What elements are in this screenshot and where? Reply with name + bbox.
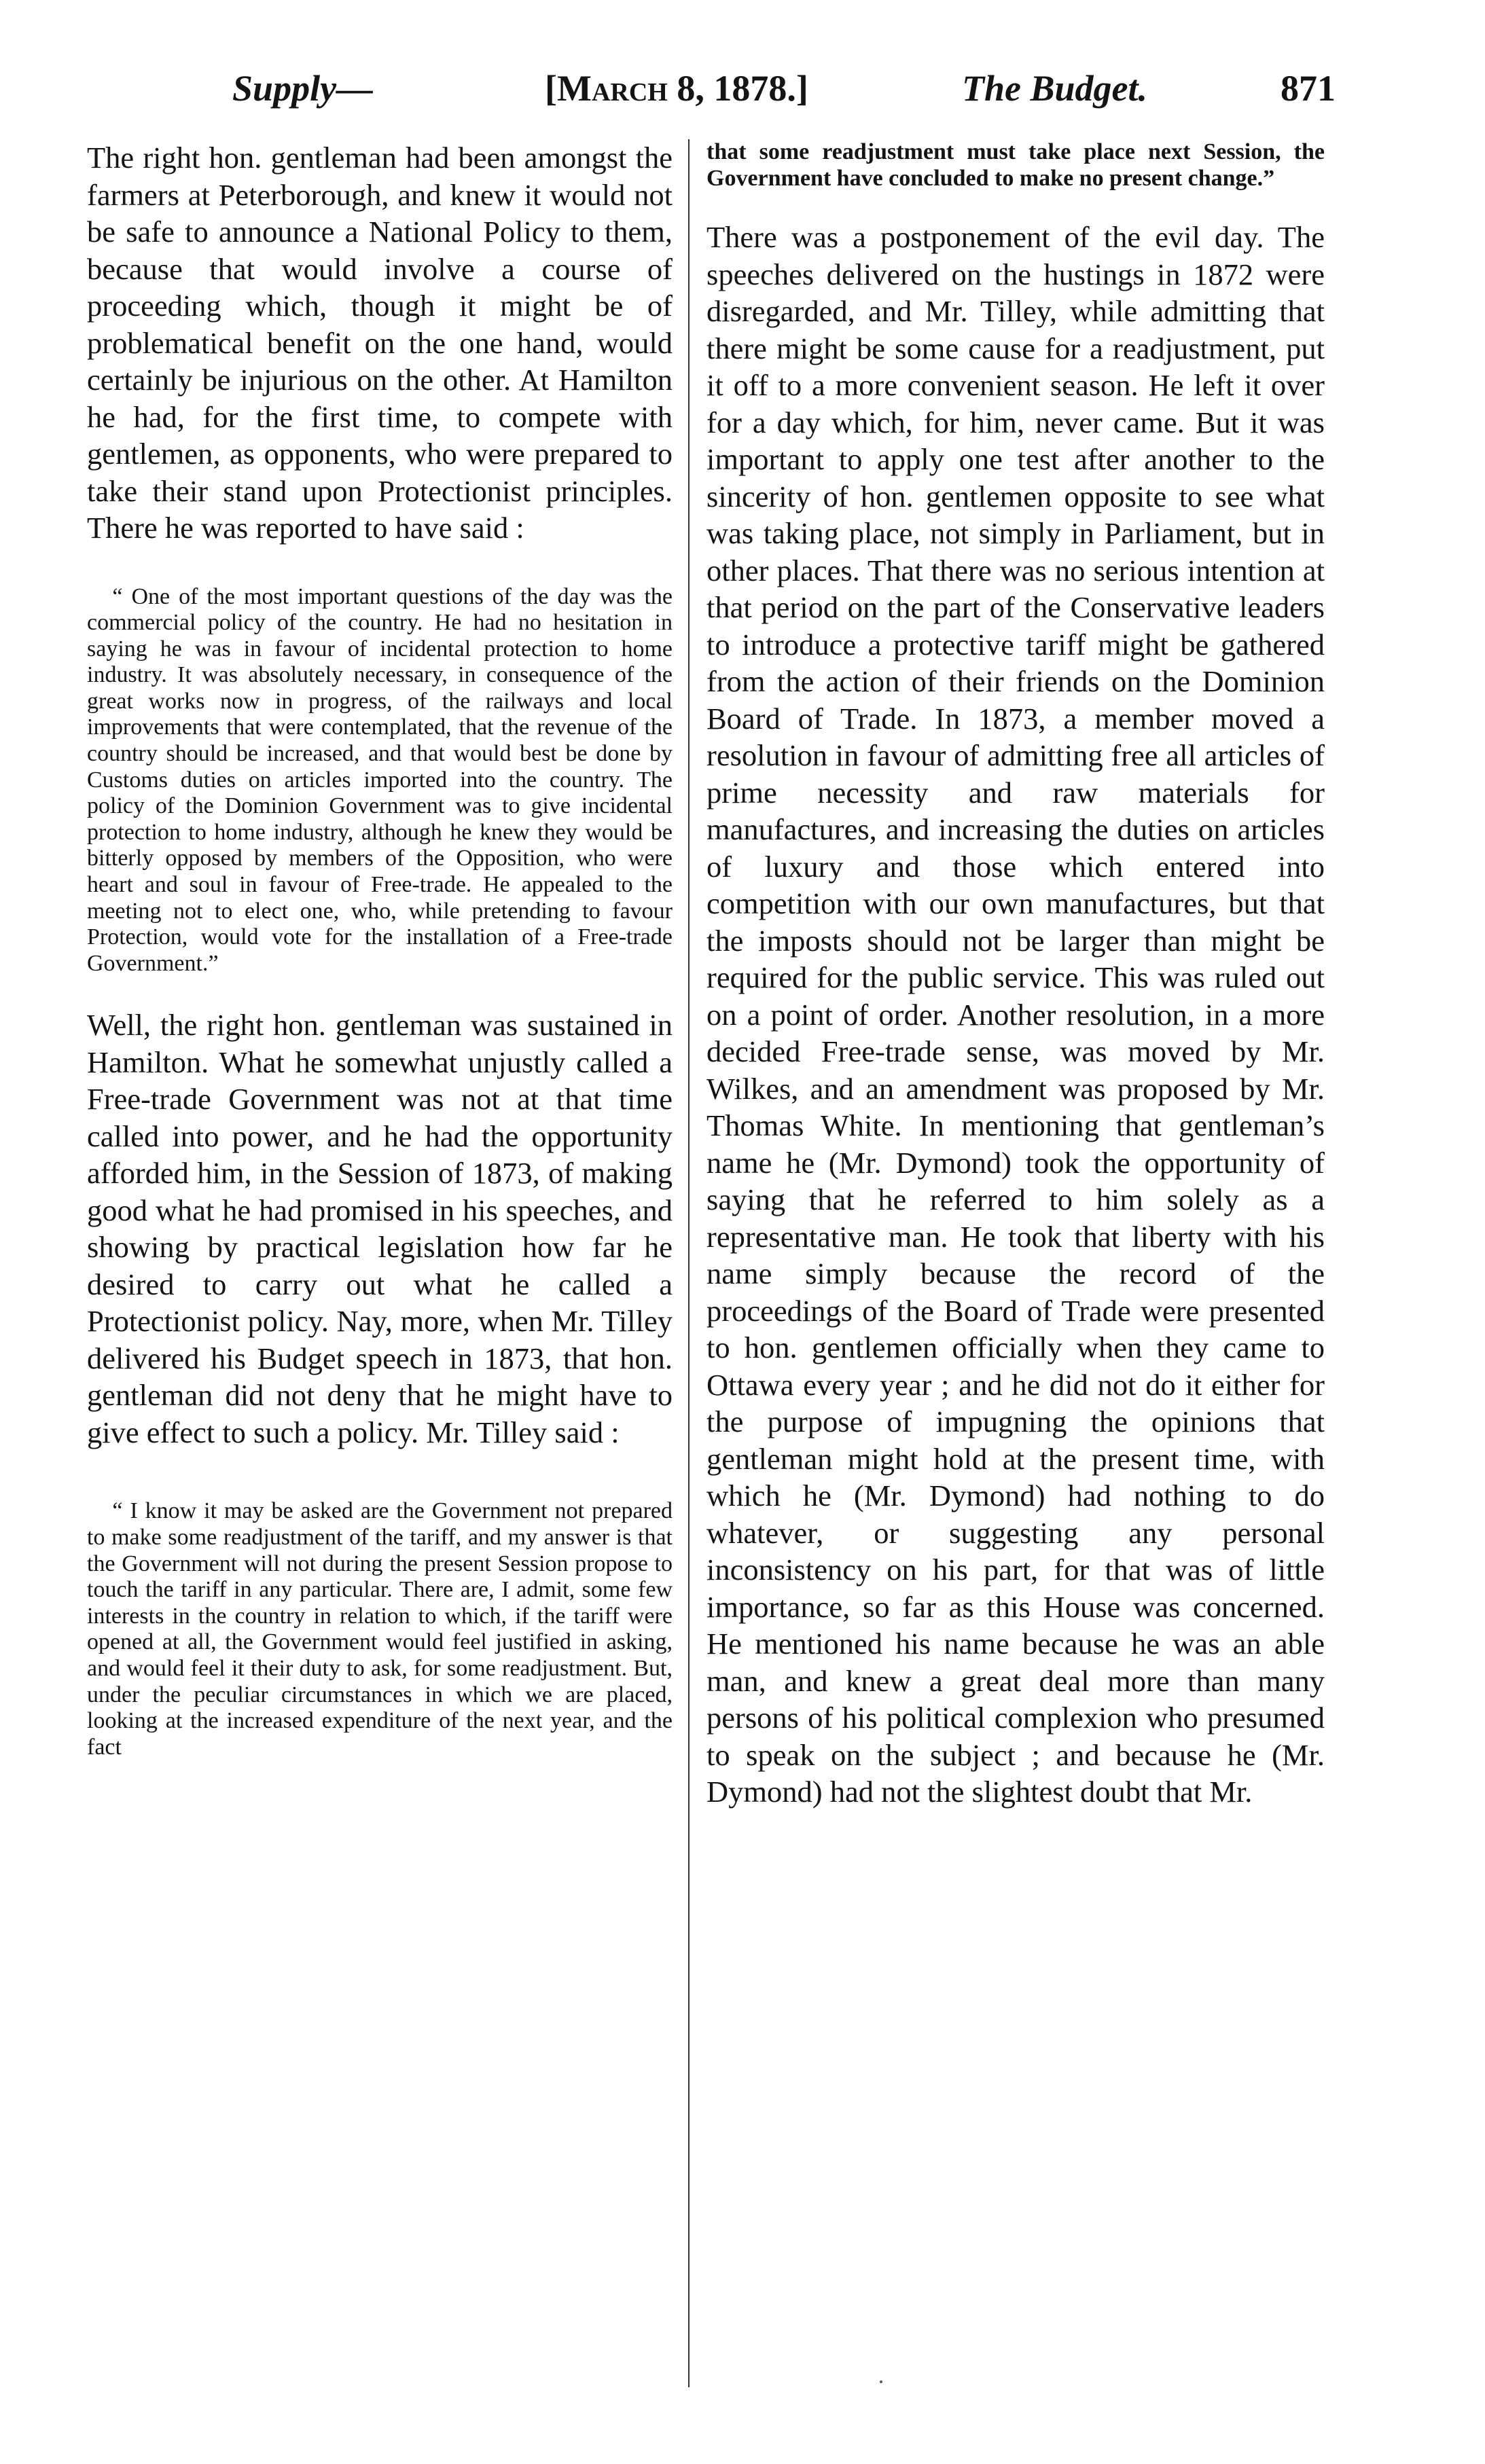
paragraph: There was a postponement of the evil day. The speeches delivered on the hustings in 1872 were disregarded, and Mr. Tilley, while admitting that there might be some cause for a readjustment, put it off to a more convenient season. He left it over for a day which, for him, never came. But it was important to apply one test after another to the sincerity of hon. gentlemen opposite to see what was taking place, not simply in Parliament, but in other places. That there was no serious intention at that period on the part of the Conservative leaders to introduce a protective tariff might be gathered from the action of their friends on the Dominion Board of Trade. In 1873, a member moved a resolution in favour of admitting free all articles of prime necessity and raw materials for manufactures, and increasing the duties on articles of luxury and those which entered into competition with our own manufactures, but that the imposts should not be larger than might be required for the public service. This was ruled out on a point of order. Another resolution, in a more decided Free-trade sense, was moved by Mr. Wilkes, and an amendment was proposed by Mr. Thomas White. In mentioning that gentleman’s name he (Mr. Dymond) took the opportunity of saying that he referred to him solely as a representative man. He took that liberty with his name simply because the record of the proceedings of the Board of Trade were presented to hon. gentlemen officially when they came to Ottawa every year ; and he did not do it either for the purpose of impugning the opinions that gentleman might hold at the present time, with which he (Mr. Dymond) had nothing to do whatever, or suggesting any personal inconsistency on his part, for that was of little importance, so far as this House was concerned. He mentioned his name because he was an able man, and knew a great deal more than many persons of his political complexion who presumed to speak on the subject ; and because he (Mr. Dymond) had not the slightest doubt that Mr. <box>706 220 1325 1809</box>
header-section: Supply— <box>232 68 374 109</box>
paragraph: The right hon. gentleman had been amongst the farmers at Peterborough, and knew it would not be safe to announce a National Policy to them, because that would involve a course of proceeding which, though it might be of problematical benefit on the one hand, would certainly be injurious on the other. At Hamilton he had, for the first time, to compete with gentlemen, as opponents, who were prepared to take their stand upon Protectionist principles. There he was reported to have said : <box>87 141 673 545</box>
page-header <box>88 58 1338 119</box>
block-quote-continued: that some readjustment must take place next Session, the Government have concluded to make no present change.” <box>706 139 1325 191</box>
header-topic: The Budget. <box>962 68 1148 109</box>
header-date: [March 8, 1878.] <box>545 68 808 109</box>
page-number: 871 <box>1281 68 1336 109</box>
print-speck <box>880 2380 882 2383</box>
right-column <box>706 139 1325 1811</box>
column-divider <box>688 139 690 2387</box>
left-column <box>87 139 673 1760</box>
paragraph: Well, the right hon. gentleman was sustained in Hamilton. What he somewhat unjustly called a Free-trade Government was not at that time called into power, and he had the opportunity afforded him, in the Session of 1873, of making good what he had promised in his speeches, and showing by practical legislation how far he desired to carry out what he called a Protectionist policy. Nay, more, when Mr. Tilley delivered his Budget speech in 1873, that hon. gentleman did not deny that he might have to give effect to such a policy. Mr. Tilley said : <box>87 1008 673 1449</box>
block-quote: “ I know it may be asked are the Government not prepared to make some readjustment of the tariff, and my answer is that the Government will not during the present Session propose to touch the tariff in any particular. There are, I admit, some few interests in the country in relation to which, if the tariff were opened at all, the Government would feel justified in asking, and would feel it their duty to ask, for some readjustment. But, under the peculiar circumstances in which we are placed, looking at the increased expenditure of the next year, and the fact <box>87 1498 673 1760</box>
block-quote: “ One of the most important questions of the day was the commercial policy of the country. He had no hesitation in saying he was in favour of incidental protection to home industry. It was absolutely necessary, in consequence of the great works now in progress, of the railways and local improvements that were contemplated, that the revenue of the country should be increased, and that would best be done by Customs duties on articles imported into the country. The policy of the Dominion Government was to give incidental protection to home industry, although he knew they would be bitterly opposed by members of the Opposition, who were heart and soul in favour of Free-trade. He appealed to the meeting not to elect one, who, while pretending to favour Protection, would vote for the installation of a Free-trade Government.” <box>87 583 673 976</box>
